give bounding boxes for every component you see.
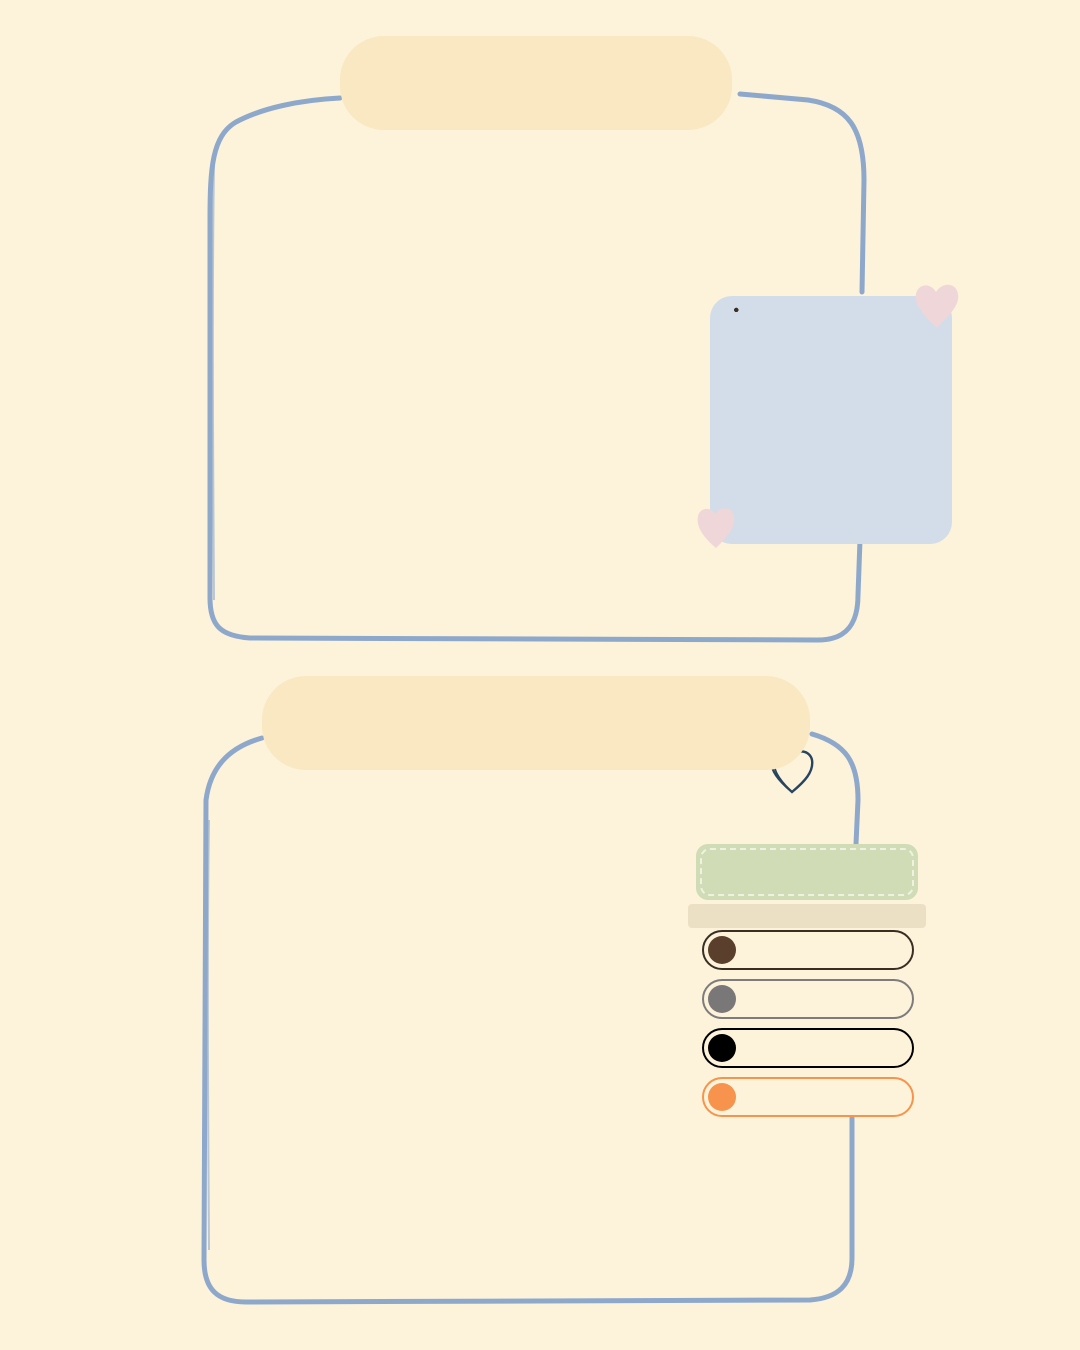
colour-chip-orange — [702, 1077, 914, 1117]
pink-heart-icon — [912, 280, 962, 332]
key-colour-codes-header — [696, 844, 918, 900]
colour-dot — [708, 1034, 736, 1062]
key-colour-codes-subtitle — [688, 904, 926, 928]
colour-dot — [708, 985, 736, 1013]
colours-needed-note — [710, 296, 952, 544]
colour-chip-brown — [702, 930, 914, 970]
colour-dot — [708, 1083, 736, 1111]
materials-title — [340, 36, 732, 130]
colour-chip-grey — [702, 979, 914, 1019]
abbreviations-title — [262, 676, 810, 770]
pink-heart-icon — [694, 504, 738, 552]
colour-dot — [708, 936, 736, 964]
colour-chip-black — [702, 1028, 914, 1068]
